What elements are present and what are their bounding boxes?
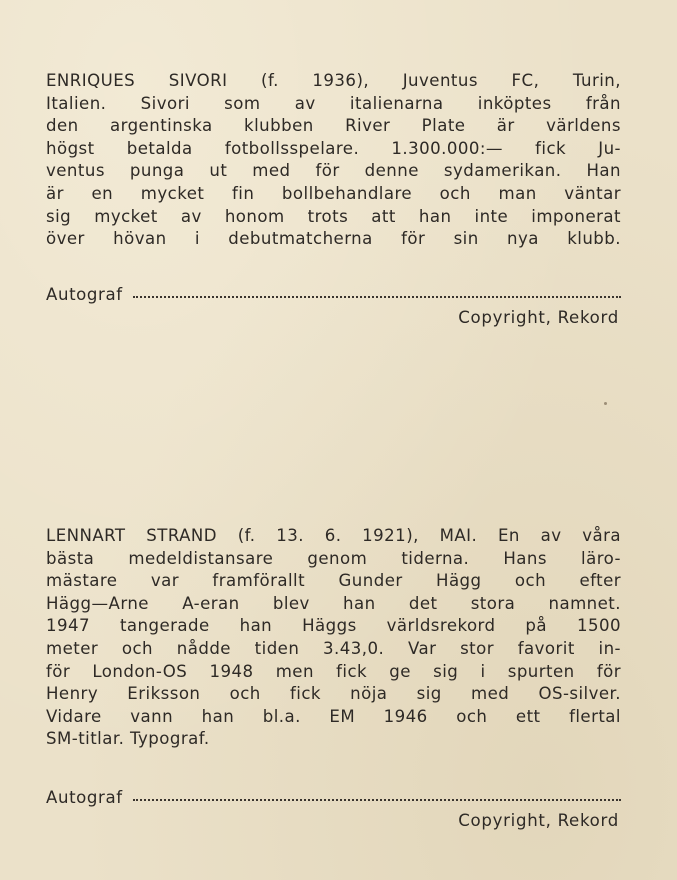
bio-line: meter och nådde tiden 3.43,0. Var stor favorit in- <box>46 638 621 658</box>
bio-line: Henry Eriksson och fick nöja sig med OS-silver. <box>46 684 621 704</box>
bio-line: SM-titlar. Typograf. <box>46 729 210 749</box>
bio-line: ENRIQUES SIVORI (f. 1936), Juventus FC, Turin, <box>46 71 621 90</box>
bio-line: över hövan i debutmatcherna för sin nya klubb. <box>46 229 621 249</box>
card-sivori <box>46 70 621 327</box>
bio-line: högst betalda fotbollsspelare. 1.300.000:— fick Ju- <box>46 138 621 158</box>
copyright-text: Copyright, Rekord <box>458 307 619 327</box>
bio-line: ventus punga ut med för denne sydamerikan. Han <box>46 161 621 181</box>
bio-line: Italien. Sivori som av italienarna inköptes från <box>46 93 621 113</box>
bio-line: för London-OS 1948 men fick ge sig i spurten för <box>46 661 621 681</box>
bio-line: är en mycket fin bollbehandlare och man väntar <box>46 183 621 203</box>
autograph-label: Autograf <box>46 284 123 304</box>
bio-text <box>46 70 621 251</box>
bio-line: Hägg—Arne A-eran blev han det stora namnet. <box>46 593 621 613</box>
card-strand <box>46 525 621 830</box>
bio-text <box>46 525 621 751</box>
bio-line: LENNART STRAND (f. 13. 6. 1921), MAI. En av våra <box>46 526 621 545</box>
paper-speck <box>604 402 607 405</box>
autograph-line <box>133 286 621 298</box>
bio-line: Vidare vann han bl.a. EM 1946 och ett flertal <box>46 706 621 726</box>
autograph-row <box>46 788 621 807</box>
autograph-label: Autograf <box>46 787 123 807</box>
autograph-line <box>133 789 621 801</box>
bio-line: den argentinska klubben River Plate är världens <box>46 116 621 136</box>
bio-line: bästa medeldistansare genom tiderna. Hans läro- <box>46 548 621 568</box>
bio-line: 1947 tangerade han Häggs världsrekord på 1500 <box>46 616 621 636</box>
bio-line: sig mycket av honom trots att han inte imponerat <box>46 206 621 226</box>
copyright-text: Copyright, Rekord <box>458 810 619 830</box>
autograph-row <box>46 285 621 304</box>
bio-line: mästare var framförallt Gunder Hägg och efter <box>46 571 621 591</box>
